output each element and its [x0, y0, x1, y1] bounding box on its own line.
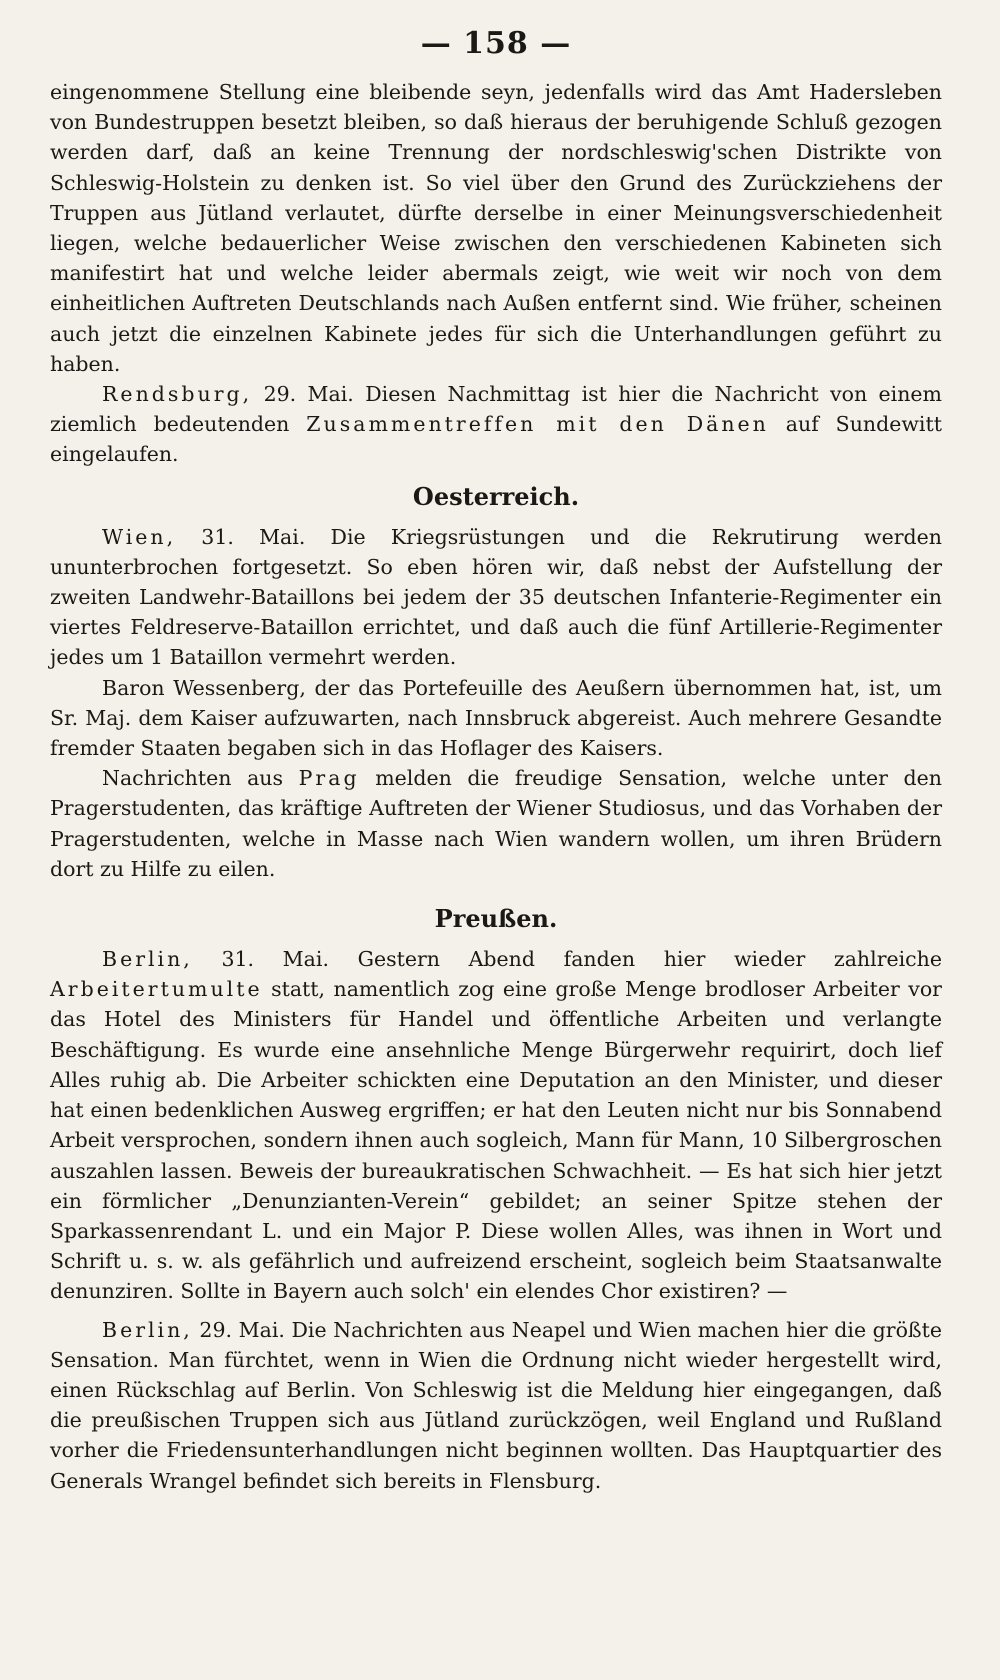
report-text: auf Sundewitt eingelaufen.: [50, 412, 942, 467]
section-heading-oesterreich: Oesterreich.: [412, 481, 580, 511]
dateline-date: 29. Mai.: [263, 382, 354, 407]
report-wien: [50, 522, 942, 673]
report-text: statt, namentlich zog eine große Menge brodloser Arbeiter vor das Hotel des Ministers für Handel und öffentliche Arbeiten und verlangte Beschäftigung. Es wurde eine ansehnliche Menge Bürgerwehr requirirt, doch lief Alles ruhig ab. Die Arbeiter schickten eine Deputation an den Minister, und dieser hat einen bedenklichen Ausweg ergriffen; er hat den Leuten nicht nur bis Sonnabend Arbeit versprochen, sondern ihnen auch sogleich, Mann für Mann, 10 Silbergroschen auszahlen lassen. Beweis der bureaukratischen Schwachheit. — Es hat sich hier jetzt ein förmlicher „Denunzianten-Verein“ gebildet; an seiner Spitze stehen der Sparkassenrendant L. und ein Major P. Diese wollen Alles, was ihnen in Wort und Schrift u. s. w. als gefährlich und aufreizend erscheint, sogleich beim Staatsanwalte denunziren. Sollte in Bayern auch solch' ein elendes Chor existiren? —: [50, 977, 942, 1304]
emphasis-text: Arbeitertumulte: [50, 977, 263, 1002]
dateline-date: 31. Mai.: [221, 947, 329, 972]
article-continuation: eingenommene Stellung eine bleibende seyn, jedenfalls wird das Amt Hadersleben von Bundestruppen besetzt bleiben, so daß hieraus der beruhigende Schluß gezogen werden darf, daß an keine Trennung der nordschleswig'schen Distrikte von Schleswig-Holstein zu denken ist. So viel über den Grund des Zurückziehens der Truppen aus Jütland verlautet, dürfte derselbe in einer Meinungsverschiedenheit liegen, welche bedauerlicher Weise zwischen den verschiedenen Kabineten sich manifestirt hat und welche leider abermals zeigt, wie weit wir noch von dem einheitlichen Auftreten Deutschlands nach Außen entfernt sind. Wie früher, scheinen auch jetzt die einzelnen Kabinete jedes für sich die Unterhandlungen geführt zu haben.: [50, 80, 942, 376]
report-text: Die Nachrichten aus Neapel und Wien machen hier die größte Sensation. Man fürchtet, wenn in Wien die Ordnung nicht wieder hergestellt wird, einen Rückschlag auf Berlin. Von Schleswig ist die Meldung hier eingegangen, daß die preußischen Truppen sich aus Jütland zurückzögen, weil England und Rußland vorher die Friedensunterhandlungen nicht beginnen wollten. Das Hauptquartier des Generals Wrangel befindet sich bereits in Flensburg.: [50, 1317, 942, 1493]
report-wessenberg: Baron Wessenberg, der das Portefeuille des Aeußern übernommen hat, ist, um Sr. Maj. dem Kaiser aufzuwarten, nach Innsbruck abgereist. Auch mehrere Gesandte fremder Staaten begaben sich in das Hoflager des Kaisers.: [50, 675, 942, 761]
dateline-date: 31. Mai.: [201, 524, 306, 549]
report-berlin-29: [50, 1315, 942, 1496]
report-text: Die Kriegsrüstungen und die Rekrutirung werden ununterbrochen fortgesetzt. So eben hören wir, daß nebst der Aufstellung der zweiten Landwehr-Bataillons bei jedem der 35 deutschen Infanterie-Regimenter ein viertes Feldreserve-Bataillon errichtet, und daß auch die fünf Artillerie-Regimenter jedes um 1 Bataillon vermehrt werden.: [50, 524, 942, 670]
dateline-place: Rendsburg,: [102, 382, 253, 407]
dateline-place: Berlin,: [102, 947, 193, 972]
report-text: Gestern Abend fanden hier wieder zahlreiche: [357, 947, 942, 972]
emphasis-text: Zusammentreffen mit den Dänen: [306, 412, 769, 437]
dateline-place: Berlin,: [102, 1317, 193, 1342]
report-rendsburg: [50, 379, 942, 470]
report-text: Diesen Nachmittag ist hier die Nachricht von einem ziemlich bedeutenden: [50, 382, 942, 437]
report-text: Nachrichten aus: [102, 766, 284, 791]
report-text: melden die freudige Sensation, welche unter den Pragerstudenten, das kräftige Auftreten der Wiener Studiosus, und das Vorhaben der Pragerstudenten, welche in Masse nach Wien wandern wollen, um ihren Brüdern dort zu Hilfe zu eilen.: [50, 766, 942, 881]
dateline-place: Wien,: [102, 524, 177, 549]
page-number: — 158 —: [420, 26, 572, 61]
dateline-date: 29. Mai.: [199, 1317, 285, 1342]
section-heading-preussen: Preußen.: [434, 904, 558, 934]
report-prag: [50, 763, 942, 884]
emphasis-text: Prag: [298, 766, 360, 791]
report-berlin-31: [50, 944, 942, 1306]
